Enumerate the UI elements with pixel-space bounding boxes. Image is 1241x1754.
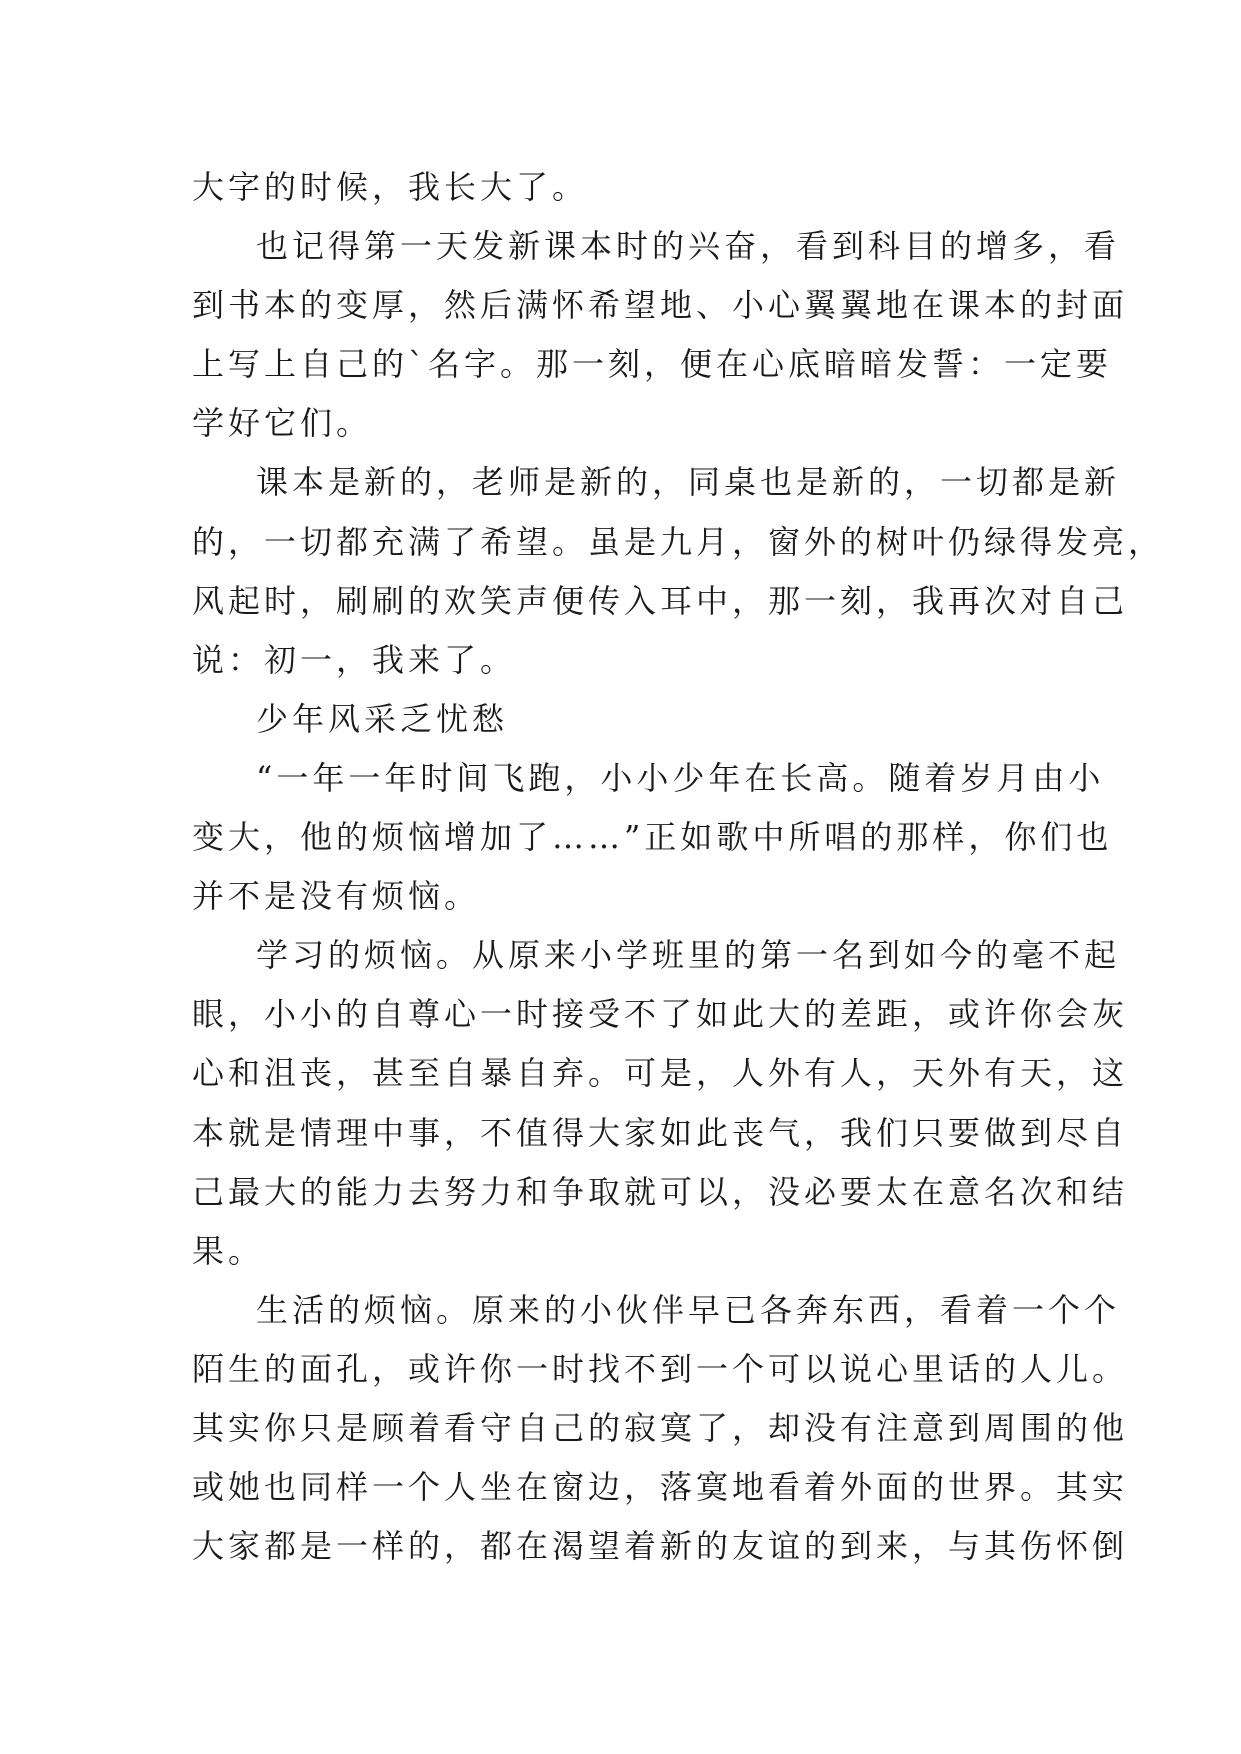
text-line: 其实你只是顾着看守自己的寂寞了，却没有注意到周围的他 bbox=[192, 1408, 1129, 1447]
text-line: 说：初一，我来了。 bbox=[192, 640, 517, 679]
article-body bbox=[192, 158, 1165, 1576]
text-line: 风起时，刷刷的欢笑声便传入耳中，那一刻，我再次对自己 bbox=[192, 581, 1129, 620]
text-line: 本就是情理中事，不值得大家如此丧气，我们只要做到尽自 bbox=[192, 1113, 1129, 1152]
text-line: 生活的烦恼。原来的小伙伴早已各奔东西，看着一个个 bbox=[256, 1290, 1121, 1329]
text-line: 大字的时候，我长大了。 bbox=[192, 168, 589, 206]
text-line: 并不是没有烦恼。 bbox=[192, 877, 481, 916]
text-line: 变大，他的烦恼增加了……”正如歌中所唱的那样，你们也 bbox=[192, 818, 1113, 857]
text-line: 己最大的能力去努力和争取就可以，没必要太在意名次和结 bbox=[192, 1172, 1129, 1211]
text-line: 眼，小小的自尊心一时接受不了如此大的差距，或许你会灰 bbox=[192, 995, 1129, 1034]
text-line: 陌生的面孔，或许你一时找不到一个可以说心里话的人儿。 bbox=[192, 1349, 1129, 1388]
text-line: 到书本的变厚，然后满怀希望地、小心翼翼地在课本的封面 bbox=[192, 286, 1129, 325]
text-line: 心和沮丧，甚至自暴自弃。可是，人外有人，天外有天，这 bbox=[192, 1054, 1129, 1093]
text-line: 果。 bbox=[192, 1231, 265, 1270]
text-line: 大家都是一样的，都在渴望着新的友谊的到来，与其伤怀倒 bbox=[192, 1527, 1129, 1566]
section-heading: 少年风采乏忧愁 bbox=[256, 699, 509, 738]
text-line: 的，一切都充满了希望。虽是九月，窗外的树叶仍绿得发亮， bbox=[192, 522, 1165, 561]
text-line: 也记得第一天发新课本时的兴奋，看到科目的增多，看 bbox=[256, 227, 1121, 266]
text-line: “一年一年时间飞跑，小小少年在长高。随着岁月由小 bbox=[256, 758, 1105, 797]
text-line: 上写上自己的`名字。那一刻，便在心底暗暗发誓：一定要 bbox=[192, 345, 1113, 384]
text-line: 学好它们。 bbox=[192, 404, 373, 443]
text-line: 学习的烦恼。从原来小学班里的第一名到如今的毫不起 bbox=[256, 936, 1121, 975]
text-line: 或她也同样一个人坐在窗边，落寞地看着外面的世界。其实 bbox=[192, 1468, 1129, 1507]
text-line: 课本是新的，老师是新的，同桌也是新的，一切都是新 bbox=[256, 463, 1121, 502]
